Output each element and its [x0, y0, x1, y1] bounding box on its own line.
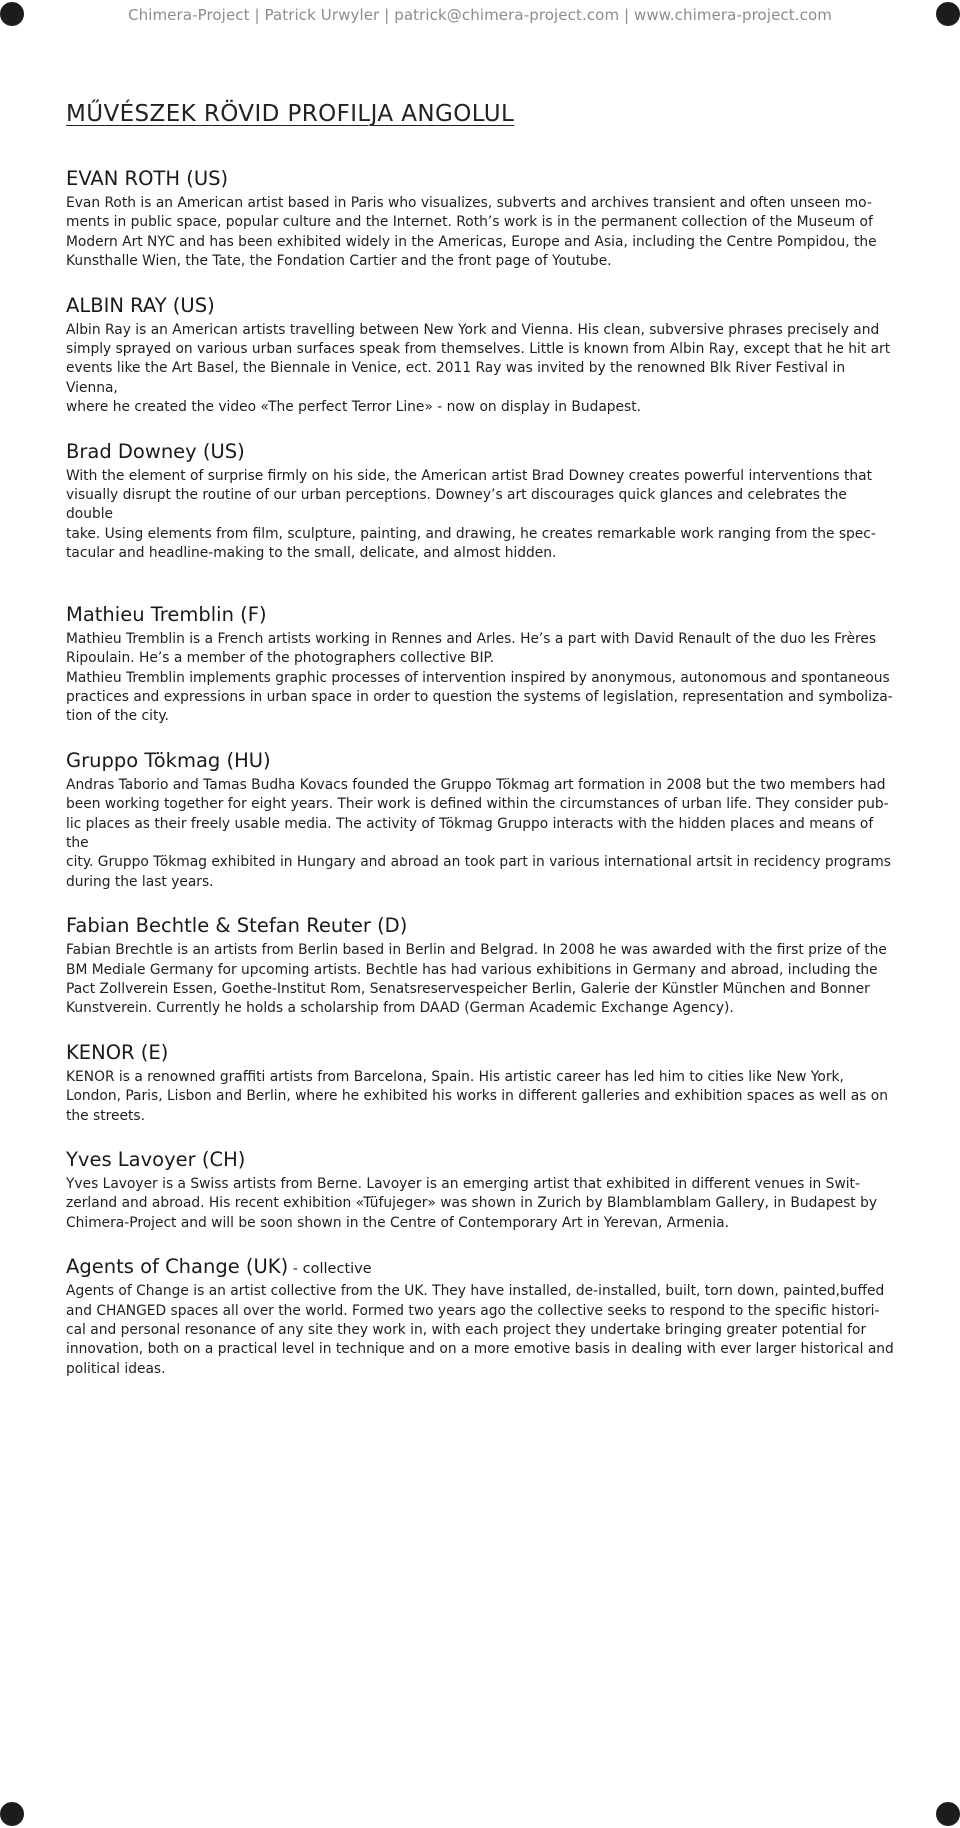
- artist-heading: [66, 1041, 898, 1067]
- artist-heading: [66, 1255, 898, 1281]
- artist-bio: Yves Lavoyer is a Swiss artists from Berne. Lavoyer is an emerging artist that exhibited in different venues in Swit- zerland and abroad. His recent exhibition «Tüfujeger» was shown in Zurich by Blamblamblam Gallery, in Budapest by Chimera-Project and will be soon shown in the Centre of Contemporary Art in Yerevan, Armenia.: [66, 1176, 877, 1231]
- artist-profile-mathieu-tremblin: [66, 603, 898, 727]
- artist-bio: Mathieu Tremblin is a French artists working in Rennes and Arles. He’s a part with David Renault of the duo les Frères Ripoulain. He’s a member of the photographers collective BIP. Mathieu Tremblin implements graphic processes of intervention inspired by anonymous, autonomous and spontaneous practices and expressions in urban space in order to question the systems of legislation, representation and symboliza- tion of the city.: [66, 630, 893, 725]
- artist-profile-brad-downey: [66, 440, 898, 564]
- artist-heading: [66, 603, 898, 629]
- artist-profile-evan-roth: [66, 167, 898, 272]
- artist-name: Agents of Change (UK): [66, 1255, 289, 1279]
- artist-profile-fabian-bechtle-stefan-reuter: [66, 914, 898, 1019]
- artist-bio: Albin Ray is an American artists travelling between New York and Vienna. His clean, subversive phrases precisely and simply sprayed on various urban surfaces speak from themselves. Little is known from Albin Ray, except that he hit art events like the Art Basel, the Biennale in Venice, ect. 2011 Ray was invited by the renowned Blk River Festival in Vienna, where he created the video «The perfect Terror Line» - now on display in Budapest.: [66, 321, 891, 416]
- artist-bio: Agents of Change is an artist collective from the UK. They have installed, de-installed, built, torn down, painted,buffed and CHANGED spaces all over the world. Formed two years ago the collective seeks to respond to the specific histori- cal and personal resonance of any site they work in, with each project they undertake bringing greater potential for innovation, both on a practical level in technique and on a more emotive basis in dealing with ever larger historical and political ideas.: [66, 1283, 894, 1377]
- artist-bio: Andras Taborio and Tamas Budha Kovacs founded the Gruppo Tökmag art formation in 2008 but the two members had been working together for eight years. Their work is defined within the circumstances of urban life. They consider pub- lic places as their freely usable media. The activity of Tökmag Gruppo interacts with the hidden places and means of the city. Gruppo Tökmag exhibited in Hungary and abroad an took part in various international artsit in recidency programs during the last years.: [66, 776, 891, 890]
- artist-heading: [66, 167, 898, 193]
- artist-heading: [66, 914, 898, 940]
- artist-profile-gruppo-tokmag: [66, 749, 898, 892]
- page-title: MŰVÉSZEK RÖVID PROFILJA ANGOLUL: [66, 101, 515, 127]
- artist-name: EVAN ROTH (US): [66, 167, 229, 190]
- artist-name: Gruppo Tökmag (HU): [66, 748, 271, 772]
- artist-profile-albin-ray: [66, 294, 898, 418]
- artist-name: Brad Downey (US): [66, 439, 245, 463]
- page-header: Chimera-Project | Patrick Urwyler | patrick@chimera-project.com | www.chimera-project.com: [128, 6, 832, 24]
- artist-heading: [66, 749, 898, 775]
- artist-profile-kenor: [66, 1041, 898, 1126]
- artist-bio: Fabian Brechtle is an artists from Berlin based in Berlin and Belgrad. In 2008 he was awarded with the first prize of the BM Mediale Germany for upcoming artists. Bechtle has had various exhibitions in Germany and abroad, including the Pact Zollverein Essen, Goethe-Institut Rom, Senatsreservespeicher Berlin, Galerie der Künstler München and Bonner Kunstverein. Currently he holds a scholarship from DAAD (German Academic Exchange Agency).: [66, 942, 887, 1017]
- artist-name: Fabian Bechtle & Stefan Reuter (D): [66, 914, 408, 938]
- binder-hole-bottom-right: [936, 1802, 960, 1826]
- artist-heading: [66, 294, 898, 320]
- artist-list: [66, 167, 898, 1379]
- artist-name: Yves Lavoyer (CH): [66, 1148, 246, 1171]
- artist-profile-yves-lavoyer: [66, 1148, 898, 1233]
- artist-profile-agents-of-change: [66, 1255, 898, 1379]
- artist-bio: KENOR is a renowned graffiti artists from Barcelona, Spain. His artistic career has led him to cities like New York, London, Paris, Lisbon and Berlin, where he exhibited his works in different galleries and exhibition spaces as well as on the streets.: [66, 1068, 888, 1124]
- artist-qualifier: - collective: [288, 1261, 372, 1278]
- document-body: [66, 100, 898, 1379]
- artist-name: KENOR (E): [66, 1040, 169, 1064]
- artist-bio: Evan Roth is an American artist based in Paris who visualizes, subverts and archives transient and often unseen mo- ments in public space, popular culture and the Internet. Roth’s work is in the permanent collection of the Museum of Modern Art NYC and has been exhibited widely in the Americas, Europe and Asia, including the Centre Pompidou, the Kunsthalle Wien, the Tate, the Fondation Cartier and the front page of Youtube.: [66, 195, 877, 270]
- artist-name: Mathieu Tremblin (F): [66, 602, 267, 626]
- artist-heading: [66, 440, 898, 466]
- artist-name: ALBIN RAY (US): [66, 293, 215, 317]
- artist-bio: With the element of surprise firmly on his side, the American artist Brad Downey creates powerful interventions that visually disrupt the routine of our urban perceptions. Downey’s art discourages quick glances and celebrates the double take. Using elements from film, sculpture, painting, and drawing, he creates remarkable work ranging from the spec- tacular and headline-making to the small, delicate, and almost hidden.: [66, 467, 876, 562]
- artist-heading: [66, 1148, 898, 1174]
- binder-hole-bottom-left: [0, 1802, 24, 1826]
